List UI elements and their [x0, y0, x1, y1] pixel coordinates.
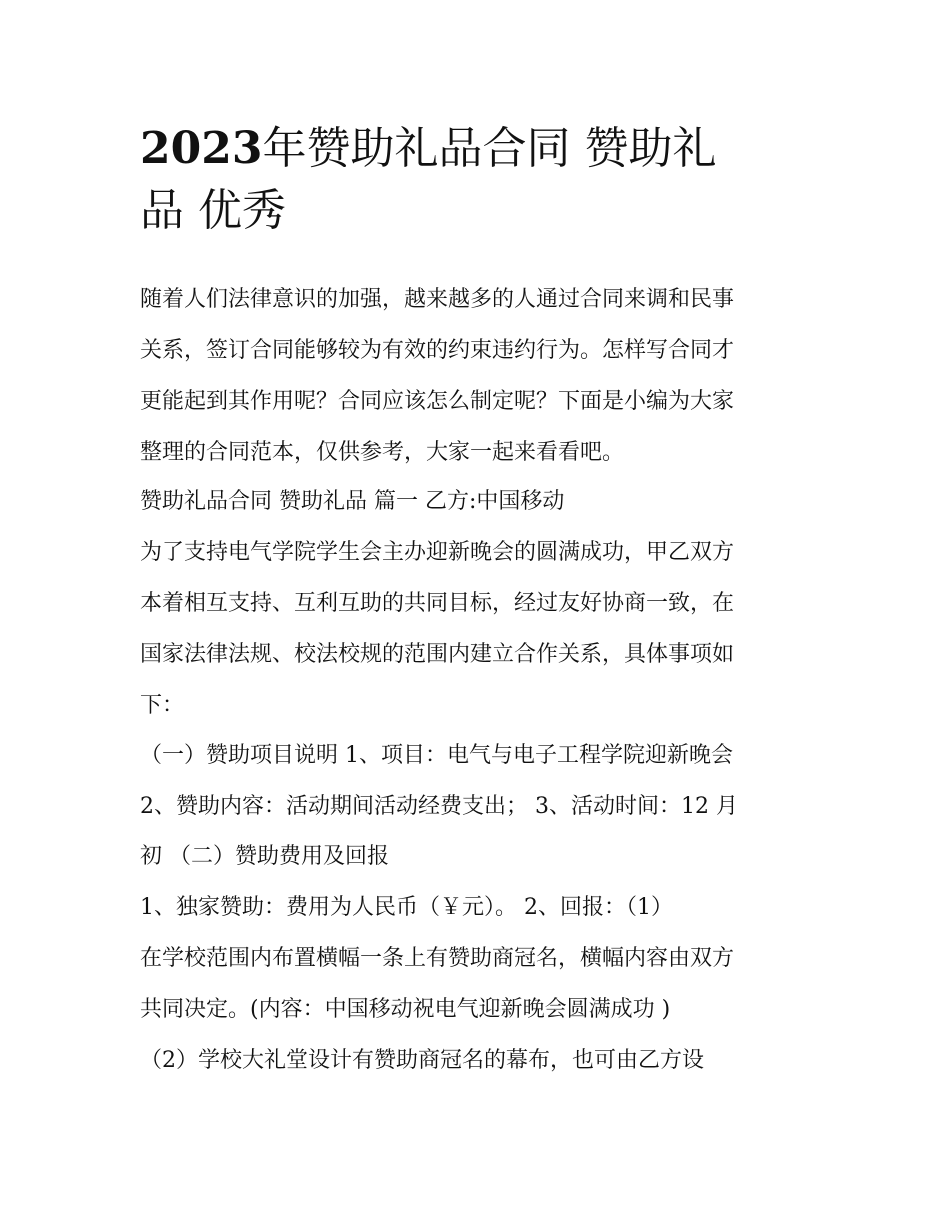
body-line: （一）赞助项目说明 1、项目：电气与电子工程学院迎新晚会 — [140, 743, 733, 768]
body-line: 下： — [140, 693, 185, 718]
body-line: 2、赞助内容：活动期间活动经费支出； 3、活动时间：12 月 — [140, 794, 738, 819]
body-line: 在学校范围内布置横幅一条上有赞助商冠名，横幅内容由双方 — [140, 946, 735, 971]
body-line: 本着相互支持、互利互助的共同目标，经过友好协商一致，在 — [140, 591, 735, 616]
body-line: 1、独家赞助：费用为人民币（￥元）。 2、回报：（1） — [140, 895, 673, 920]
body-line: 共同决定。(内容：中国移动祝电气迎新晚会圆满成功 ) — [140, 997, 671, 1022]
section-heading: 赞助礼品合同 赞助礼品 篇一 乙方:中国移动 — [140, 489, 565, 514]
body-line: （2）学校大礼堂设计有赞助商冠名的幕布，也可由乙方设 — [140, 1048, 704, 1073]
title-line2-text: 品 优秀 — [140, 185, 286, 236]
body-line: 更能起到其作用呢？合同应该怎么制定呢？下面是小编为大家 — [140, 389, 735, 414]
body-line: 随着人们法律意识的加强，越来越多的人通过合同来调和民事 — [140, 287, 735, 312]
title-year: 2023 — [140, 123, 263, 174]
title-line1-text: 年赞助礼品合同 赞助礼 — [262, 123, 717, 174]
body-line: 为了支持电气学院学生会主办迎新晚会的圆满成功，甲乙双方 — [140, 540, 735, 565]
body-line: 初 （二）赞助费用及回报 — [140, 844, 389, 869]
body-line: 关系，签订合同能够较为有效的约束违约行为。怎样写合同才 — [140, 338, 735, 363]
body-line: 整理的合同范本，仅供参考，大家一起来看看吧。 — [140, 440, 625, 465]
document-title — [140, 118, 820, 242]
body-line: 国家法律法规、校法校规的范围内建立合作关系，具体事项如 — [140, 642, 735, 667]
